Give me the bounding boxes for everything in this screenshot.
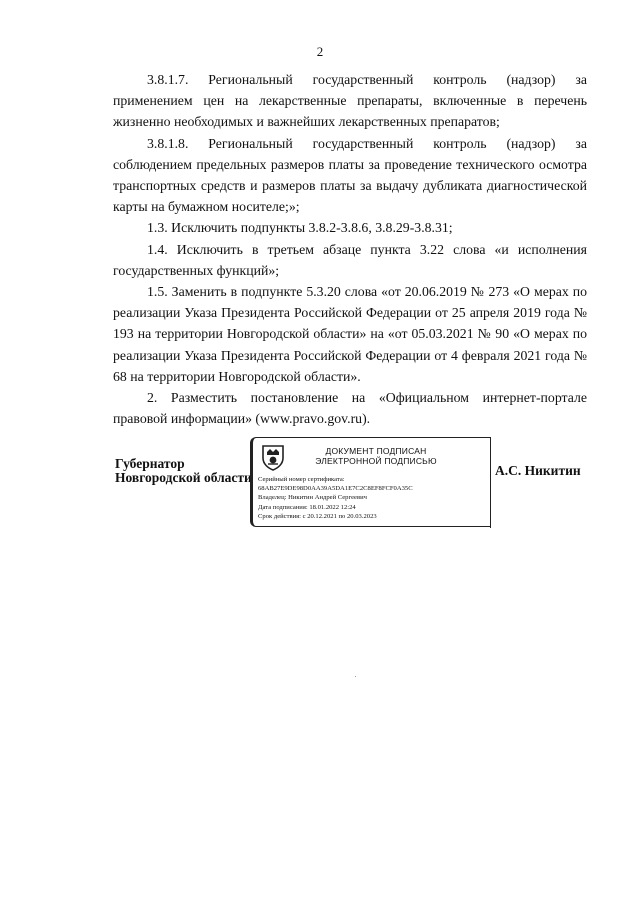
coat-of-arms-icon: [260, 443, 286, 471]
paragraph-3-8-1-8: 3.8.1.8. Региональный государственный контроль (надзор) за соблюдением предельных размеров платы за проведение технического осмотра транспортных средств и размеров платы за выдачу дубликата диагностической карты на бумажном носителе;»;: [113, 135, 587, 215]
page-number: 2: [316, 44, 324, 59]
stamp-details: [258, 475, 486, 521]
signatory-name: А.С. Никитин: [495, 463, 581, 478]
paragraph-1-3: 1.3. Исключить подпункты 3.8.2-3.8.6, 3.8.29-3.8.31;: [147, 220, 453, 236]
paragraph-3-8-1-7: 3.8.1.7. Региональный государственный контроль (надзор) за применением цен на лекарственные препараты, включенные в перечень жизненно необходимых и важнейших лекарственных препаратов;: [113, 72, 587, 130]
scan-speck: [355, 676, 356, 677]
cert-serial: 68AB27E9DE98D0AA39A5DA1E7C2C8EF8FCF0A35C: [258, 485, 413, 493]
signatory-title-line1: Губернатор: [115, 456, 185, 471]
stamp-heading-line1: ДОКУМЕНТ ПОДПИСАН: [325, 446, 427, 456]
cert-validity: Срок действия: с 20.12.2021 по 20.03.2023: [258, 512, 377, 520]
signed-date: Дата подписания: 18.01.2022 12:24: [258, 503, 356, 511]
signatory-title: [115, 457, 252, 485]
cert-owner: Владелец: Никитин Андрей Сергеевич: [258, 494, 367, 502]
stamp-heading: [291, 446, 461, 466]
paragraph-2: 2. Разместить постановление на «Официальном интернет-портале правовой информации» (www.pravo.gov.ru).: [113, 390, 587, 427]
stamp-heading-line2: ЭЛЕКТРОННОЙ ПОДПИСЬЮ: [315, 456, 437, 466]
electronic-signature-stamp: [250, 437, 491, 527]
paragraph-1-4: 1.4. Исключить в третьем абзаце пункта 3.22 слова «и исполнения государственных функций»;: [113, 241, 587, 278]
cert-label: Серийный номер сертификата:: [258, 476, 345, 483]
paragraph-1-5: 1.5. Заменить в подпункте 5.3.20 слова «от 20.06.2019 № 273 «О мерах по реализации Указа Президента Российской Федерации от 25 апреля 2019 года № 193 на территории Новгородской области» на «от 05.03.2021 № 90 «О мерах по реализации Указа Президента Российской Федерации от 4 февраля 2021 года № 68 на территории Новгородской области».: [113, 284, 587, 384]
signatory-title-line2: Новгородской области: [115, 470, 252, 485]
